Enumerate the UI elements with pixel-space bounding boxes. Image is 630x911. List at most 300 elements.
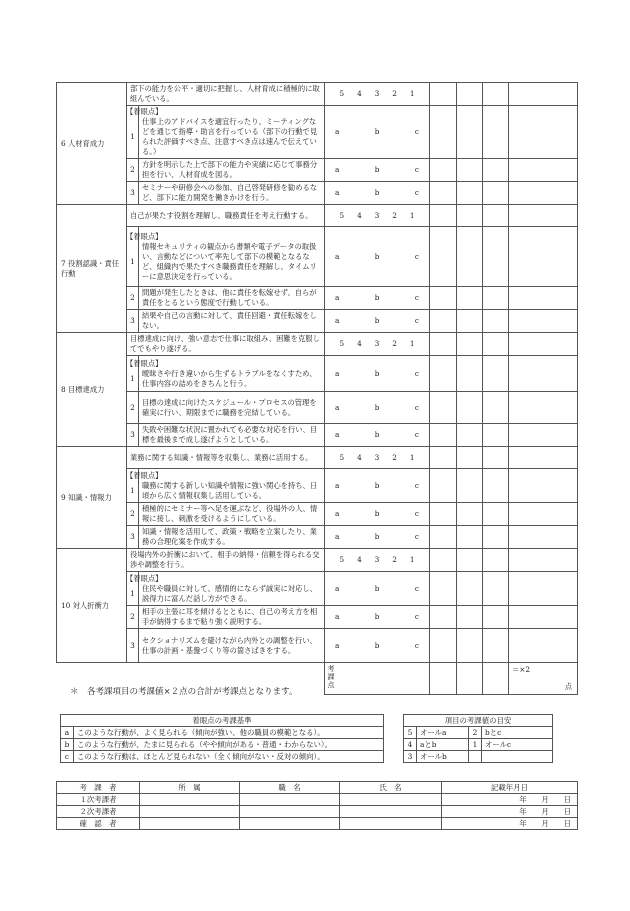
- score-input-cell[interactable]: [430, 503, 457, 526]
- rating-scale-abc[interactable]: [325, 106, 430, 159]
- focus-label: 【着眼点】: [126, 231, 163, 241]
- score-input-cell[interactable]: [430, 182, 457, 205]
- score-input-cell[interactable]: [483, 159, 509, 182]
- score-input-cell[interactable]: [483, 205, 509, 227]
- rating-abc-row: [325, 430, 429, 440]
- score-input-cell[interactable]: [457, 106, 483, 159]
- score-input-cell[interactable]: [457, 310, 483, 333]
- department-field[interactable]: [140, 794, 240, 806]
- rating-option[interactable]: 4: [357, 339, 362, 348]
- item-number: 2: [127, 503, 139, 526]
- score-input-cell[interactable]: [509, 182, 578, 205]
- evaluator-row: 確 認 者 年 月 日: [57, 818, 578, 830]
- score-input-cell[interactable]: [457, 287, 483, 310]
- score-input-cell[interactable]: [509, 606, 578, 629]
- rating-scale-abc[interactable]: [325, 424, 430, 447]
- rating-scale-abc[interactable]: [325, 356, 430, 392]
- score-input-cell[interactable]: [483, 447, 509, 469]
- section-summary-row: [57, 447, 578, 469]
- footer-table-wrapper: [56, 781, 578, 830]
- focus-item-row: [57, 356, 578, 392]
- score-input-cell[interactable]: [457, 227, 483, 287]
- score-input-cell[interactable]: [509, 469, 578, 503]
- item-text: [126, 572, 325, 606]
- rating-option[interactable]: b: [374, 316, 380, 325]
- rating-option[interactable]: a: [335, 532, 340, 541]
- item-description: 相手の主張に耳を傾けるとともに、自己の考え方を相手が納得するまで粘り強く説明する。: [142, 607, 318, 626]
- score-input-cell[interactable]: [457, 629, 483, 663]
- score-input-cell[interactable]: [457, 572, 483, 606]
- score-input-cell[interactable]: [483, 526, 509, 549]
- rating-option[interactable]: 1: [409, 210, 415, 220]
- item-number: 1: [127, 227, 139, 287]
- rating-scale-abc[interactable]: [325, 629, 430, 663]
- score-input-cell[interactable]: [509, 287, 578, 310]
- item-text: [139, 424, 325, 447]
- focus-item-row: [57, 526, 578, 549]
- rating-scale-row: [325, 339, 429, 349]
- rating-option[interactable]: b: [374, 532, 380, 541]
- score-input-cell[interactable]: [430, 159, 457, 182]
- rating-scale-row: [325, 89, 429, 99]
- rating-option[interactable]: c: [414, 612, 419, 621]
- score-input-cell[interactable]: [509, 526, 578, 549]
- item-text: [126, 106, 325, 159]
- item-text: [139, 606, 325, 629]
- score-input-cell[interactable]: [509, 205, 578, 227]
- evaluator-row: １次考課者 年 月 日: [57, 794, 578, 806]
- item-description: セクショナリズムを避けながら内外との調整を行い、仕事の計画・基盤づくり等の箇さばきをする。: [142, 635, 317, 655]
- score-input-cell[interactable]: [483, 287, 509, 310]
- rating-option[interactable]: c: [414, 127, 419, 136]
- item-text: [126, 227, 325, 287]
- guide-header: 項目の考課値の目安: [404, 715, 553, 727]
- score-input-cell[interactable]: [509, 629, 578, 663]
- score-input-cell[interactable]: [509, 310, 578, 333]
- rating-scale-abc[interactable]: [325, 159, 430, 182]
- rating-scale-abc[interactable]: [325, 503, 430, 526]
- item-number: 2: [127, 287, 139, 310]
- rating-abc-row: [325, 532, 429, 542]
- rating-option[interactable]: 2: [392, 452, 397, 462]
- rating-scale-abc[interactable]: [325, 287, 430, 310]
- score-input-cell[interactable]: [430, 310, 457, 333]
- item-number: 3: [127, 526, 139, 549]
- criteria-table-wrapper: [60, 714, 384, 763]
- score-input-cell[interactable]: [430, 83, 457, 106]
- evaluator-row: ２次考課者 年 月 日: [57, 806, 578, 818]
- evaluator-table: [56, 781, 578, 830]
- rating-abc-row: [325, 612, 429, 622]
- rating-option[interactable]: c: [414, 640, 419, 650]
- rating-option[interactable]: c: [414, 509, 419, 518]
- evaluation-table-wrapper: [56, 82, 578, 695]
- item-description: 情報セキュリティの観点から書類や電子データの取扱い、言動などについて率先して部下の模範となるなど、組織内で果たすべき職務責任を理解し、タイムリーに意思決定を行っている。: [142, 241, 317, 281]
- rating-option[interactable]: b: [374, 165, 380, 174]
- score-input-cell[interactable]: [457, 333, 483, 356]
- score-label-cell: [325, 663, 430, 695]
- rating-option[interactable]: a: [335, 640, 340, 650]
- rating-option[interactable]: a: [335, 368, 340, 378]
- item-text: [139, 503, 325, 526]
- rating-option[interactable]: 2: [392, 339, 397, 348]
- focus-item-row: [57, 629, 578, 663]
- score-input-cell[interactable]: [430, 333, 457, 356]
- rating-scale-5[interactable]: [325, 83, 430, 106]
- focus-item-row: [57, 227, 578, 287]
- score-input-cell[interactable]: [457, 606, 483, 629]
- focus-item-row: [57, 424, 578, 447]
- focus-item-row: [57, 572, 578, 606]
- rating-option[interactable]: 4: [357, 555, 362, 564]
- criteria-row: a このような行動が、よく見られる（傾向が強い、他の職員の模範となる）。: [61, 727, 384, 739]
- name-field[interactable]: [340, 794, 442, 806]
- score-input-cell[interactable]: [483, 549, 509, 572]
- score-input-cell[interactable]: [457, 356, 483, 392]
- rating-option[interactable]: a: [335, 480, 340, 490]
- score-input-cell[interactable]: [483, 469, 509, 503]
- score-input-cell[interactable]: [509, 572, 578, 606]
- item-text: [139, 182, 325, 205]
- score-input-cell[interactable]: [483, 606, 509, 629]
- rating-scale-abc[interactable]: [325, 392, 430, 424]
- score-input-cell[interactable]: [430, 526, 457, 549]
- rating-scale-abc[interactable]: [325, 606, 430, 629]
- focus-item-row: [57, 106, 578, 159]
- rating-option[interactable]: 5: [339, 210, 345, 220]
- item-number: 3: [127, 310, 139, 333]
- score-input-cell[interactable]: [430, 469, 457, 503]
- score-unit: 点: [564, 682, 572, 691]
- score-formula: ＝×2: [512, 665, 531, 674]
- item-description: 仕事上のアドバイスを適宜行ったり、ミーティングなどを通じて指導・助言を行っている（部下の行動で見られた評価すべき点、注意すべき点は速んで伝えている。）: [142, 117, 318, 156]
- score-input-cell[interactable]: [509, 227, 578, 287]
- rating-option[interactable]: a: [335, 293, 340, 302]
- rating-option[interactable]: c: [414, 583, 419, 593]
- section-summary: 目標達成に向け、強い意志で仕事に取組み、困難を克服してでもやり遂げる。: [127, 333, 325, 356]
- score-input-cell[interactable]: [457, 503, 483, 526]
- focus-item-row: [57, 287, 578, 310]
- score-input-cell[interactable]: [430, 392, 457, 424]
- rating-abc-row: [325, 165, 429, 175]
- rating-option[interactable]: a: [335, 188, 340, 197]
- rating-option[interactable]: 5: [339, 452, 345, 462]
- rating-option[interactable]: b: [374, 509, 380, 518]
- date-field[interactable]: 年 月 日: [442, 818, 578, 830]
- evaluator-header-row: 考 課 者 所 属 職 名 氏 名 記載年月日: [57, 782, 578, 794]
- section-title: 10 対人折衝力: [57, 549, 127, 663]
- score-total-cell[interactable]: [509, 663, 578, 695]
- score-input-cell[interactable]: [430, 629, 457, 663]
- focus-label: 【着眼点】: [126, 358, 163, 368]
- rating-option[interactable]: c: [414, 480, 419, 490]
- rating-option[interactable]: 1: [409, 555, 415, 564]
- score-input-cell[interactable]: [430, 549, 457, 572]
- item-description: 問題が発生したときは、他に責任を転嫁せず、自らが責任をとるという態度で行動している。: [142, 288, 317, 307]
- score-input-cell[interactable]: [483, 503, 509, 526]
- rating-option[interactable]: c: [414, 293, 419, 302]
- rating-abc-row: [325, 252, 429, 262]
- focus-item-row: [57, 503, 578, 526]
- rating-option[interactable]: b: [374, 188, 380, 197]
- position-field[interactable]: [240, 794, 340, 806]
- score-input-cell[interactable]: [483, 310, 509, 333]
- rating-option[interactable]: b: [374, 583, 380, 593]
- rating-abc-row: [325, 293, 429, 303]
- item-text: [139, 392, 325, 424]
- rating-option[interactable]: c: [414, 165, 419, 174]
- score-input-cell[interactable]: [430, 205, 457, 227]
- rating-abc-row: [325, 641, 429, 651]
- rating-option[interactable]: b: [374, 480, 380, 490]
- score-input-cell[interactable]: [509, 424, 578, 447]
- item-description: 失敗や困難な状況に置かれても必要な対応を行い、目標を最後まで成し遂げようとしている。: [142, 425, 318, 444]
- rating-option[interactable]: b: [374, 640, 380, 650]
- score-input-cell[interactable]: [509, 503, 578, 526]
- score-input-cell[interactable]: [483, 182, 509, 205]
- section-summary: 自己が果たす役割を理解し、職務責任を考え行動する。: [127, 205, 325, 227]
- focus-item-row: [57, 469, 578, 503]
- score-input-cell[interactable]: [457, 469, 483, 503]
- score-input-cell[interactable]: [483, 392, 509, 424]
- rating-option[interactable]: 5: [339, 555, 345, 564]
- focus-item-row: [57, 392, 578, 424]
- focus-label: 【着眼点】: [126, 107, 163, 116]
- rating-option[interactable]: b: [374, 293, 380, 302]
- section-title: 9 知識・情報力: [57, 447, 127, 549]
- rating-scale-abc[interactable]: [325, 310, 430, 333]
- score-input-cell[interactable]: [483, 333, 509, 356]
- score-input-cell[interactable]: [483, 572, 509, 606]
- rating-option[interactable]: a: [335, 402, 340, 412]
- section-title: 7 役割認識・責任行動: [57, 205, 127, 333]
- section-summary-row: [57, 549, 578, 572]
- rating-option[interactable]: b: [374, 402, 380, 412]
- rating-abc-row: [325, 369, 429, 379]
- name-field[interactable]: [340, 806, 442, 818]
- rating-option[interactable]: b: [374, 368, 380, 378]
- section-summary-row: [57, 205, 578, 227]
- score-input-cell[interactable]: [509, 549, 578, 572]
- score-input-cell[interactable]: [483, 663, 509, 695]
- rating-option[interactable]: a: [335, 316, 340, 325]
- department-field[interactable]: [140, 806, 240, 818]
- rating-option[interactable]: c: [414, 368, 419, 378]
- rating-abc-row: [325, 316, 429, 326]
- rating-option[interactable]: c: [414, 316, 419, 325]
- score-input-cell[interactable]: [457, 392, 483, 424]
- score-input-cell[interactable]: [430, 106, 457, 159]
- item-text: [139, 526, 325, 549]
- score-input-cell[interactable]: [509, 83, 578, 106]
- rating-scale-abc[interactable]: [325, 182, 430, 205]
- score-input-cell[interactable]: [483, 629, 509, 663]
- item-description: 結果や自己の言動に対して、責任回避・責任転嫁をしない。: [142, 311, 317, 330]
- score-input-cell[interactable]: [483, 106, 509, 159]
- rating-option[interactable]: 4: [357, 452, 362, 462]
- score-input-cell[interactable]: [457, 83, 483, 106]
- score-input-cell[interactable]: [483, 227, 509, 287]
- rating-option[interactable]: 2: [392, 555, 397, 564]
- item-number: 1: [127, 106, 139, 159]
- rating-option[interactable]: b: [374, 251, 380, 261]
- section-summary: 業務に関する知識・情報等を収集し、業務に活用する。: [127, 447, 325, 469]
- score-input-cell[interactable]: [509, 106, 578, 159]
- score-input-cell[interactable]: [457, 526, 483, 549]
- item-description: セミナーや研修会への参加、自己啓発研修を勧めるなど、部下に能力開発を働きかけを行う。: [142, 183, 318, 202]
- rating-option[interactable]: b: [374, 612, 380, 621]
- rating-option[interactable]: b: [374, 430, 380, 439]
- item-number: 1: [127, 572, 139, 606]
- score-input-cell[interactable]: [509, 356, 578, 392]
- rating-option[interactable]: 5: [339, 89, 345, 98]
- position-field[interactable]: [240, 818, 340, 830]
- score-input-cell[interactable]: [457, 205, 483, 227]
- score-input-cell[interactable]: [483, 424, 509, 447]
- rating-option[interactable]: a: [335, 251, 340, 261]
- score-input-cell[interactable]: [457, 159, 483, 182]
- score-input-cell[interactable]: [430, 663, 457, 695]
- rating-option[interactable]: 2: [392, 89, 397, 98]
- score-input-cell[interactable]: [509, 159, 578, 182]
- item-number: 1: [127, 469, 139, 503]
- rating-option[interactable]: a: [335, 430, 340, 439]
- rating-option[interactable]: 3: [374, 452, 380, 462]
- score-input-cell[interactable]: [509, 333, 578, 356]
- section-title: 6 人材育成力: [57, 83, 127, 205]
- date-field[interactable]: 年 月 日: [442, 806, 578, 818]
- score-note: ＊ 各考課項目の考課値×２点の合計が考課点となります。: [70, 687, 298, 697]
- focus-label: 【着眼点】: [126, 573, 163, 583]
- rating-scale-abc[interactable]: [325, 227, 430, 287]
- item-number: 3: [127, 629, 139, 663]
- score-input-cell[interactable]: [509, 392, 578, 424]
- item-description: 知識・情報を活用して、政策・戦略を立案したり、業務の合理化案を作成する。: [142, 527, 317, 546]
- rating-abc-row: [325, 188, 429, 198]
- criteria-table: [60, 714, 384, 763]
- rating-option[interactable]: a: [335, 612, 340, 621]
- item-number: 2: [127, 606, 139, 629]
- focus-item-row: [57, 182, 578, 205]
- score-input-cell[interactable]: [430, 572, 457, 606]
- rating-option[interactable]: 3: [374, 555, 380, 564]
- rating-scale-abc[interactable]: [325, 526, 430, 549]
- rating-scale-5[interactable]: [325, 333, 430, 356]
- item-number: 3: [127, 182, 139, 205]
- score-input-cell[interactable]: [430, 287, 457, 310]
- criteria-row: c このような行動は、ほとんど見られない（全く傾向がない・反対の傾向）。: [61, 751, 384, 763]
- rating-option[interactable]: c: [414, 402, 419, 412]
- rating-abc-row: [325, 127, 429, 137]
- rating-option[interactable]: c: [414, 532, 419, 541]
- department-field[interactable]: [140, 818, 240, 830]
- item-text: [126, 356, 325, 392]
- section-summary: 役場内外の折衝において、相手の納得・信頼を得られる交渉や調整を行う。: [127, 549, 325, 572]
- item-number: 1: [127, 356, 139, 392]
- rating-scale-5[interactable]: [325, 447, 430, 469]
- item-text: [139, 159, 325, 182]
- rating-option[interactable]: a: [335, 583, 340, 593]
- rating-option[interactable]: a: [335, 165, 340, 174]
- rating-scale-row: [325, 555, 429, 565]
- rating-scale-5[interactable]: [325, 205, 430, 227]
- guide-table: [403, 714, 553, 763]
- rating-scale-row: [325, 453, 429, 463]
- guide-row: 5 オールa 2 bとc: [404, 727, 553, 739]
- rating-option[interactable]: 1: [409, 452, 415, 462]
- score-input-cell[interactable]: [457, 663, 483, 695]
- rating-option[interactable]: 3: [374, 89, 380, 98]
- score-input-cell[interactable]: [457, 182, 483, 205]
- rating-option[interactable]: 3: [374, 339, 380, 348]
- rating-option[interactable]: b: [374, 127, 380, 136]
- section-summary-row: [57, 333, 578, 356]
- rating-option[interactable]: 4: [357, 89, 362, 98]
- name-field[interactable]: [340, 818, 442, 830]
- rating-scale-5[interactable]: [325, 549, 430, 572]
- rating-scale-abc[interactable]: [325, 469, 430, 503]
- rating-option[interactable]: 1: [409, 89, 415, 98]
- score-input-cell[interactable]: [430, 424, 457, 447]
- rating-option[interactable]: c: [414, 251, 419, 261]
- rating-abc-row: [325, 481, 429, 491]
- item-description: 積極的にセミナー等へ足を運ぶなど、役場外の人、情報に接し、刺激を受けるようにしている。: [142, 504, 318, 523]
- item-description: 方針を明示した上で部下の能力や実績に応じて事務分担を行い、人材育成を図る。: [142, 160, 318, 179]
- score-input-cell[interactable]: [483, 83, 509, 106]
- criteria-header: 着眼点の考課基準: [61, 715, 384, 727]
- rating-option[interactable]: c: [414, 430, 419, 439]
- score-input-cell[interactable]: [457, 424, 483, 447]
- rating-scale-abc[interactable]: [325, 572, 430, 606]
- score-label: 考課点: [327, 665, 335, 689]
- rating-abc-row: [325, 403, 429, 413]
- rating-option[interactable]: 4: [357, 210, 362, 220]
- item-description: 住民や職員に対して、感情的にならず誠実に対応し、説得力に富んだ話し方ができる。: [142, 583, 317, 603]
- rating-abc-row: [325, 584, 429, 594]
- guide-row: 4 aとb 1 オールc: [404, 739, 553, 751]
- rating-option[interactable]: 3: [374, 210, 380, 220]
- item-number: 3: [127, 424, 139, 447]
- evaluation-table: [56, 82, 578, 695]
- focus-item-row: [57, 606, 578, 629]
- position-field[interactable]: [240, 806, 340, 818]
- rating-option[interactable]: c: [414, 188, 419, 197]
- rating-option[interactable]: a: [335, 127, 340, 136]
- item-text: [126, 469, 325, 503]
- rating-option[interactable]: a: [335, 509, 340, 518]
- item-description: 目標の達成に向けたスケジュール・プロセスの管理を確実に行い、期限までに職務を完結している。: [142, 397, 317, 417]
- score-input-cell[interactable]: [457, 447, 483, 469]
- score-input-cell[interactable]: [430, 447, 457, 469]
- rating-option[interactable]: 1: [409, 339, 415, 348]
- guide-row: 3 オールb: [404, 751, 553, 763]
- guide-table-wrapper: [403, 714, 553, 763]
- item-text: [139, 287, 325, 310]
- score-input-cell[interactable]: [430, 606, 457, 629]
- score-input-cell[interactable]: [509, 447, 578, 469]
- date-field[interactable]: 年 月 日: [442, 794, 578, 806]
- score-input-cell[interactable]: [483, 356, 509, 392]
- rating-option[interactable]: 5: [339, 339, 345, 348]
- score-input-cell[interactable]: [457, 549, 483, 572]
- focus-item-row: [57, 159, 578, 182]
- rating-option[interactable]: 2: [392, 210, 397, 220]
- score-input-cell[interactable]: [430, 227, 457, 287]
- score-input-cell[interactable]: [430, 356, 457, 392]
- item-number: 2: [127, 159, 139, 182]
- section-summary: 部下の能力を公平・適切に把握し、人材育成に積極的に取組んでいる。: [127, 83, 325, 106]
- item-description: 曖昧さや行き違いから生ずるトラブルをなくすため、仕事内容の詰めをきちんと行う。: [142, 368, 317, 388]
